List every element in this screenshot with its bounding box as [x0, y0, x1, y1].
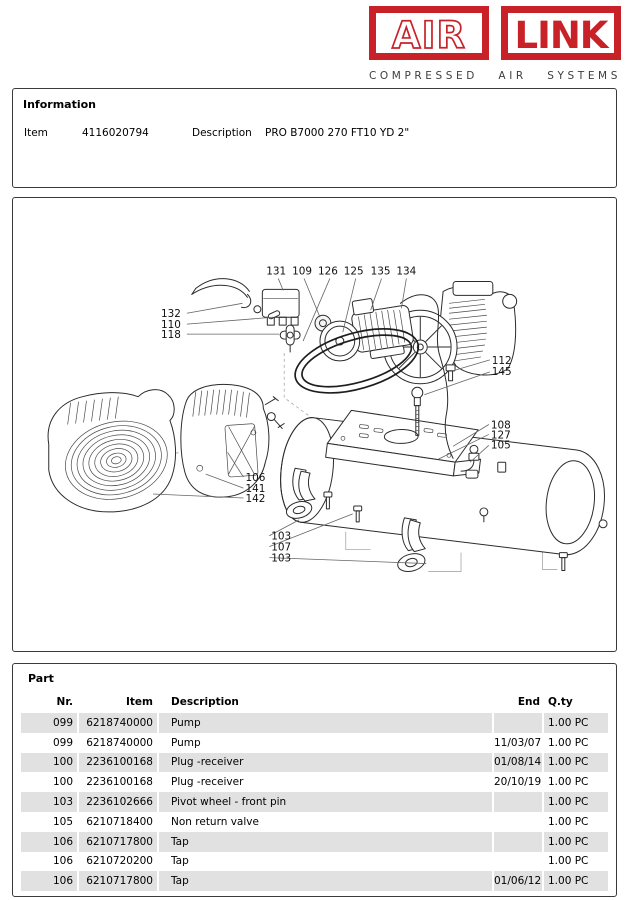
callout-132: 132 — [161, 308, 181, 321]
callout-142: 142 — [245, 492, 266, 505]
cell-item: 6218740000 — [79, 713, 157, 733]
cell-end — [494, 832, 542, 852]
callout-112: 112 — [491, 354, 512, 367]
table-header-row — [21, 691, 608, 713]
table-row — [21, 733, 608, 753]
callout-118: 118 — [161, 329, 181, 342]
cell-description: Pump — [159, 713, 492, 733]
callout-110: 110 — [161, 319, 181, 332]
callout-103: 103 — [271, 530, 292, 543]
cell-end: 11/03/07 — [494, 736, 542, 749]
description-value: PRO B7000 270 FT10 YD 2" — [265, 127, 410, 139]
shell-screw — [265, 397, 278, 405]
callout-126: 126 — [317, 265, 338, 278]
information-title: Information — [23, 98, 96, 111]
cell-qty: 1.00 PC — [548, 736, 589, 749]
table-row — [21, 852, 608, 872]
callout-125: 125 — [343, 265, 364, 278]
cell-nr: 099 — [52, 736, 73, 749]
exploded-view-drawing — [13, 198, 614, 649]
callout-134: 134 — [396, 265, 417, 278]
callout-131: 131 — [266, 265, 287, 278]
cell-nr: 106 — [21, 832, 77, 852]
cell-description: Tap — [171, 855, 189, 868]
cell-item: 6218740000 — [86, 736, 153, 749]
cell-end — [494, 713, 542, 733]
table-row — [21, 832, 608, 852]
part-title: Part — [28, 672, 54, 685]
cell-nr: 100 — [52, 776, 73, 789]
table-row — [21, 713, 608, 733]
col-header-qty: Q.ty — [548, 696, 573, 708]
cell-nr: 106 — [52, 855, 73, 868]
cell-description: Pump — [171, 736, 201, 749]
callout-109: 109 — [292, 265, 313, 278]
col-header-item: Item — [126, 696, 153, 708]
description-label: Description — [192, 127, 252, 139]
cell-nr: 103 — [21, 792, 77, 812]
cell-item: 2236102666 — [79, 792, 157, 812]
tagline-word: AIR — [498, 70, 527, 82]
cell-description: Tap — [159, 832, 492, 852]
callout-107: 107 — [271, 541, 292, 554]
callout-141: 141 — [245, 483, 266, 496]
callout-103b: 103 — [271, 552, 292, 565]
logo — [369, 6, 621, 82]
hook-clip — [267, 413, 284, 429]
cell-qty: 1.00 PC — [544, 713, 608, 733]
cell-qty: 1.00 PC — [544, 871, 608, 891]
cell-nr: 100 — [21, 753, 77, 773]
cell-end: 01/08/14 — [494, 753, 542, 773]
cell-description: Non return valve — [171, 815, 259, 828]
cell-nr: 099 — [21, 713, 77, 733]
tagline-word: COMPRESSED — [369, 70, 478, 82]
bolt-112 — [446, 365, 455, 381]
pulley-125 — [320, 321, 360, 361]
cell-nr: 106 — [21, 871, 77, 891]
cell-end — [494, 792, 542, 812]
air-filter — [503, 294, 517, 308]
cell-item: 6210718400 — [86, 815, 153, 828]
cell-qty: 1.00 PC — [544, 792, 608, 812]
cell-item: 6210720200 — [86, 855, 153, 868]
part-table-wrap — [19, 691, 610, 891]
logo-air-text: AIR — [392, 14, 466, 57]
item-label: Item — [24, 127, 48, 139]
col-header-nr: Nr. — [56, 696, 73, 708]
cell-description: Plug -receiver — [159, 753, 492, 773]
cell-description: Pivot wheel - front pin — [159, 792, 492, 812]
table-row — [21, 753, 608, 773]
information-panel — [12, 88, 617, 188]
logo-tagline — [369, 70, 621, 82]
table-row — [21, 812, 608, 832]
callout-108: 108 — [490, 419, 511, 432]
cell-end: 01/06/12 — [494, 871, 542, 891]
col-header-description: Description — [171, 696, 239, 708]
cell-end — [494, 812, 542, 832]
cell-item: 2236100168 — [86, 776, 153, 789]
part-panel — [12, 663, 617, 897]
airlink-logo-graphic — [369, 6, 621, 63]
part-table-body — [21, 713, 608, 891]
cell-qty: 1.00 PC — [548, 855, 589, 868]
item-value: 4116020794 — [82, 127, 149, 139]
cell-description: Tap — [159, 871, 492, 891]
cell-qty: 1.00 PC — [548, 815, 589, 828]
cell-nr: 105 — [52, 815, 73, 828]
cell-item: 2236100168 — [79, 753, 157, 773]
cell-end — [494, 852, 542, 872]
callout-135: 135 — [370, 265, 391, 278]
table-row — [21, 792, 608, 812]
table-row — [21, 772, 608, 792]
callout-106: 106 — [245, 472, 266, 485]
pressure-switch-131 — [254, 289, 299, 325]
cell-item: 6210717800 — [79, 871, 157, 891]
tagline-word: SYSTEMS — [547, 70, 621, 82]
cell-description: Plug -receiver — [171, 776, 244, 789]
tank-assembly — [275, 403, 612, 559]
part-table — [19, 691, 610, 891]
callout-127: 127 — [490, 429, 511, 442]
tank-plug — [599, 520, 607, 528]
cell-end: 20/10/19 — [494, 776, 542, 789]
belt-guard-front-shell — [48, 390, 176, 512]
diagram-panel — [12, 197, 617, 652]
table-row — [21, 871, 608, 891]
cell-qty: 1.00 PC — [544, 832, 608, 852]
callout-105: 105 — [490, 439, 511, 452]
logo-link-text: LINK — [514, 14, 608, 57]
col-header-end: End — [517, 696, 540, 708]
cell-qty: 1.00 PC — [548, 776, 589, 789]
cell-qty: 1.00 PC — [544, 753, 608, 773]
cell-item: 6210717800 — [79, 832, 157, 852]
cross-fitting-118 — [280, 325, 300, 352]
callout-145: 145 — [491, 365, 512, 378]
